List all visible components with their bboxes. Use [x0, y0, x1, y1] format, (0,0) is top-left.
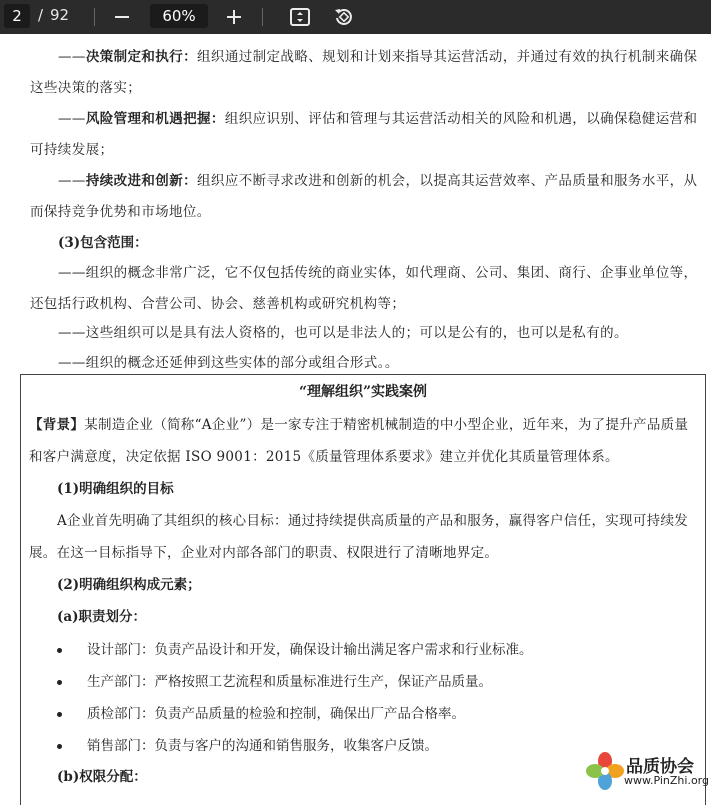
zoom-out-button[interactable]	[108, 4, 136, 30]
case-heading-duties: (a)职责划分：	[57, 609, 147, 625]
paragraph-decision	[30, 42, 700, 104]
fit-page-icon	[289, 6, 311, 28]
dash-prefix: ——	[58, 173, 86, 189]
list-item-text: 质检部门：负责产品质量的检验和控制，确保出厂产品合格率。	[87, 706, 465, 722]
bullet-icon	[57, 648, 62, 653]
pdf-toolbar	[0, 0, 711, 34]
rotate-button[interactable]	[330, 4, 358, 30]
paragraph-text: 组织应识别、评估和管理与其运营活动相关的风险和机遇，以确保稳健运营和可持续发展；	[30, 111, 698, 158]
case-goal-text: A企业首先明确了其组织的核心目标：通过持续提供高质量的产品和服务，赢得客户信任，实现可持续发展。在这一目标指导下，企业对内部各部门的职责、权限进行了清晰地界定。	[29, 513, 689, 561]
current-page-input[interactable]: 2	[4, 4, 30, 28]
watermark-title: 品质协会	[626, 757, 694, 777]
zoom-level-input[interactable]: 60%	[150, 4, 208, 28]
dash-prefix: ——	[58, 49, 86, 65]
background-text: 某制造企业（简称“A企业”）是一家专注于精密机械制造的中小型企业，近年来，为了提升产品质量和客户满意度，决定依据 ISO 9001：2015《质量管理体系要求》建立并优化其质量管理体系。	[29, 417, 689, 465]
paragraph-scope: ——组织的概念非常广泛，它不仅包括传统的商业实体，如代理商、公司、集团、商行、企事业单位等，还包括行政机构、合营公司、协会、慈善机构或研究机构等；	[30, 265, 698, 312]
paragraph-legal: ——这些组织可以是具有法人资格的，也可以是非法人的；可以是公有的，也可以是私有的。	[58, 325, 628, 341]
list-item-text: 设计部门：负责产品设计和开发，确保设计输出满足客户需求和行业标准。	[87, 642, 533, 658]
toolbar-divider	[94, 8, 95, 26]
toolbar-divider	[262, 8, 263, 26]
case-heading-elements: (2)明确组织构成元素；	[57, 577, 201, 593]
case-background	[29, 409, 699, 473]
watermark-logo	[583, 750, 711, 792]
page-separator: /	[38, 6, 44, 24]
bullet-icon	[57, 680, 62, 685]
paragraph-extension: ——组织的概念还延伸到这些实体的部分或组合形式。。	[58, 355, 399, 371]
fit-page-button[interactable]	[286, 4, 314, 30]
flower-logo-icon	[585, 751, 625, 791]
paragraph-text: 组织应不断寻求改进和创新的机会，以提高其运营效率、产品质量和服务水平，从而保持竞争优势和市场地位。	[30, 173, 698, 220]
bullet-icon	[57, 744, 62, 749]
case-heading-authority: (b)权限分配：	[57, 769, 147, 785]
paragraph-text: 组织通过制定战略、规划和计划来指导其运营活动，并通过有效的执行机制来确保这些决策的落实；	[30, 49, 698, 96]
background-label: 【背景】	[29, 417, 85, 433]
list-item-text: 销售部门：负责与客户的沟通和销售服务，收集客户反馈。	[87, 738, 438, 754]
case-heading-goal: (1)明确组织的目标	[57, 481, 174, 497]
case-study-box	[20, 374, 706, 805]
bold-term: 风险管理和机遇把握：	[85, 111, 225, 127]
list-item-text: 生产部门：严格按照工艺流程和质量标准进行生产，保证产品质量。	[87, 674, 492, 690]
total-pages: 92	[50, 6, 70, 24]
watermark-url: www.PinZhi.org	[624, 774, 709, 787]
dash-prefix: ——	[58, 111, 86, 127]
paragraph-improvement	[30, 166, 700, 228]
document-page	[0, 34, 711, 792]
paragraph-risk	[30, 104, 700, 166]
zoom-out-icon	[113, 8, 131, 26]
bold-term: 持续改进和创新：	[85, 173, 198, 189]
case-title: “理解组织”实践案例	[298, 384, 428, 400]
bold-term: 决策制定和执行：	[85, 49, 198, 65]
rotate-icon	[333, 6, 355, 28]
bullet-icon	[57, 712, 62, 717]
scope-heading: (3)包含范围：	[58, 235, 148, 251]
zoom-in-button[interactable]	[220, 4, 248, 30]
zoom-in-icon	[225, 8, 243, 26]
